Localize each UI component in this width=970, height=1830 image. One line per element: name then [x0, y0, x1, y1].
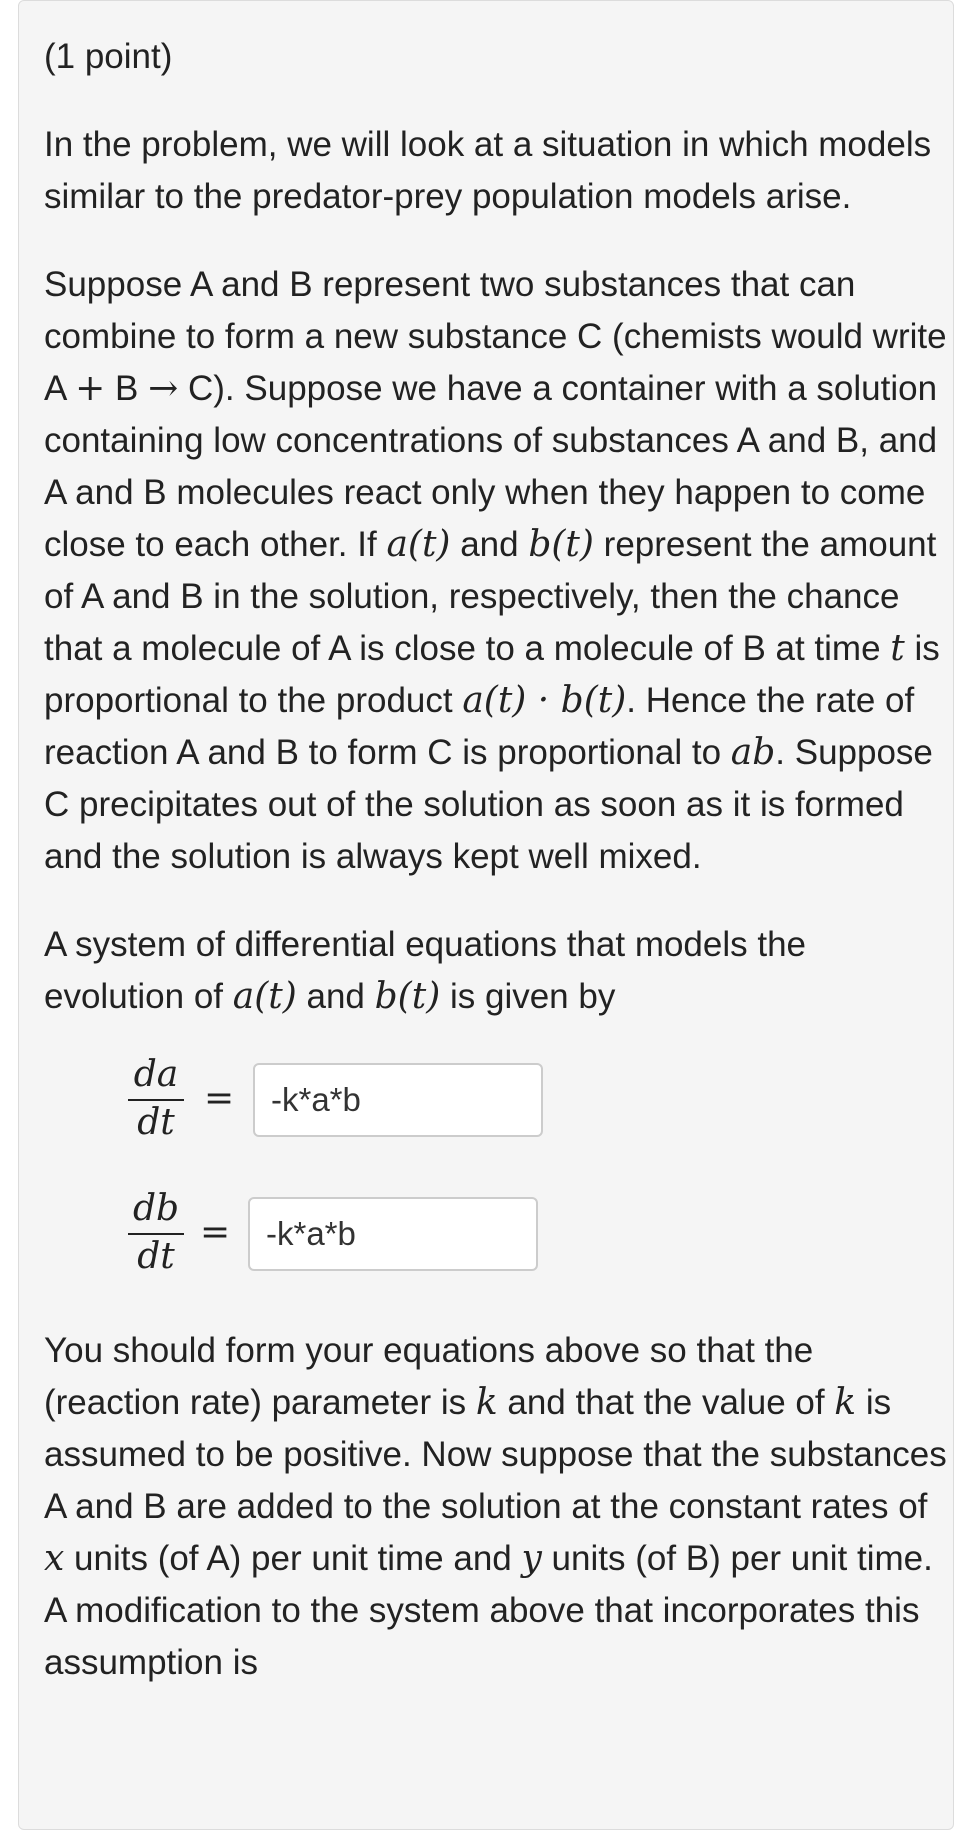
fraction-denominator: dt	[137, 1102, 175, 1143]
text-segment: is proportional to the product	[44, 629, 940, 720]
arrow-symbol: →	[148, 368, 179, 409]
math-x: x	[44, 1538, 65, 1579]
math-k: k	[834, 1382, 857, 1423]
fraction-numerator: db	[132, 1188, 180, 1229]
plus-symbol: +	[75, 368, 106, 409]
equation-db-dt	[44, 1187, 744, 1297]
text-segment: You should form your equations above so that the (reaction rate) parameter is	[44, 1331, 814, 1422]
fraction-denominator: dt	[137, 1236, 175, 1277]
system-intro	[44, 919, 954, 1023]
math-t: t	[890, 628, 905, 669]
math-b-of-t: b(t)	[528, 524, 594, 565]
text-segment: is assumed to be positive. Now suppose that the substances A and B are added to the solution at the constant rates of	[44, 1383, 947, 1526]
fraction-db-dt	[130, 1187, 182, 1281]
fraction-da-dt	[130, 1053, 182, 1147]
modification-description	[44, 1325, 954, 1689]
equation-da-dt	[44, 1053, 744, 1163]
math-y: y	[521, 1538, 542, 1579]
math-a-of-t: a(t)	[386, 524, 451, 565]
problem-card	[18, 0, 954, 1830]
text-segment: A system of differential equations that models the evolution of	[44, 925, 807, 1016]
problem-intro: In the problem, we will look at a situation in which models similar to the predator-prey population models arise.	[44, 125, 932, 216]
db-dt-answer-input[interactable]	[248, 1197, 538, 1271]
text-segment: and	[296, 977, 375, 1016]
text-segment: C). Suppose we have a container with a solution containing low concentrations of substances A and B, and A and B molecules react only when they happen to come close to each other. If	[44, 369, 938, 564]
text-segment: and that the value of	[497, 1383, 835, 1422]
equals-sign: =	[200, 1212, 231, 1253]
math-b-of-t: b(t)	[374, 976, 441, 1017]
text-segment: units (of A) per unit time and	[64, 1539, 522, 1578]
text-segment: . Hence the rate of reaction A and B to form C is proportional to	[44, 681, 915, 772]
text-segment: and	[450, 525, 529, 564]
math-k: k	[475, 1382, 498, 1423]
text-segment: Suppose A and B represent two substances that can combine to form a new substance C (chemists would write A	[44, 265, 947, 408]
math-ab: ab	[730, 732, 776, 773]
fraction-numerator: da	[133, 1054, 179, 1095]
da-dt-answer-input[interactable]	[253, 1063, 543, 1137]
problem-points: (1 point)	[44, 37, 173, 76]
text-segment: is given by	[440, 977, 616, 1016]
text-segment: represent the amount of A and B in the solution, respectively, then the chance that a molecule of A is close to a molecule of B at time	[44, 525, 937, 668]
equation-system	[44, 1033, 953, 1301]
math-product: a(t) · b(t)	[462, 680, 627, 721]
text-segment: units (of B) per unit time. A modification to the system above that incorporates this assumption is	[44, 1539, 933, 1682]
equals-sign: =	[204, 1078, 235, 1119]
text-segment: . Suppose C precipitates out of the solution as soon as it is formed and the solution is always kept well mixed.	[44, 733, 933, 876]
problem-description	[44, 259, 954, 883]
text-segment: B	[105, 369, 149, 408]
math-a-of-t: a(t)	[232, 976, 297, 1017]
